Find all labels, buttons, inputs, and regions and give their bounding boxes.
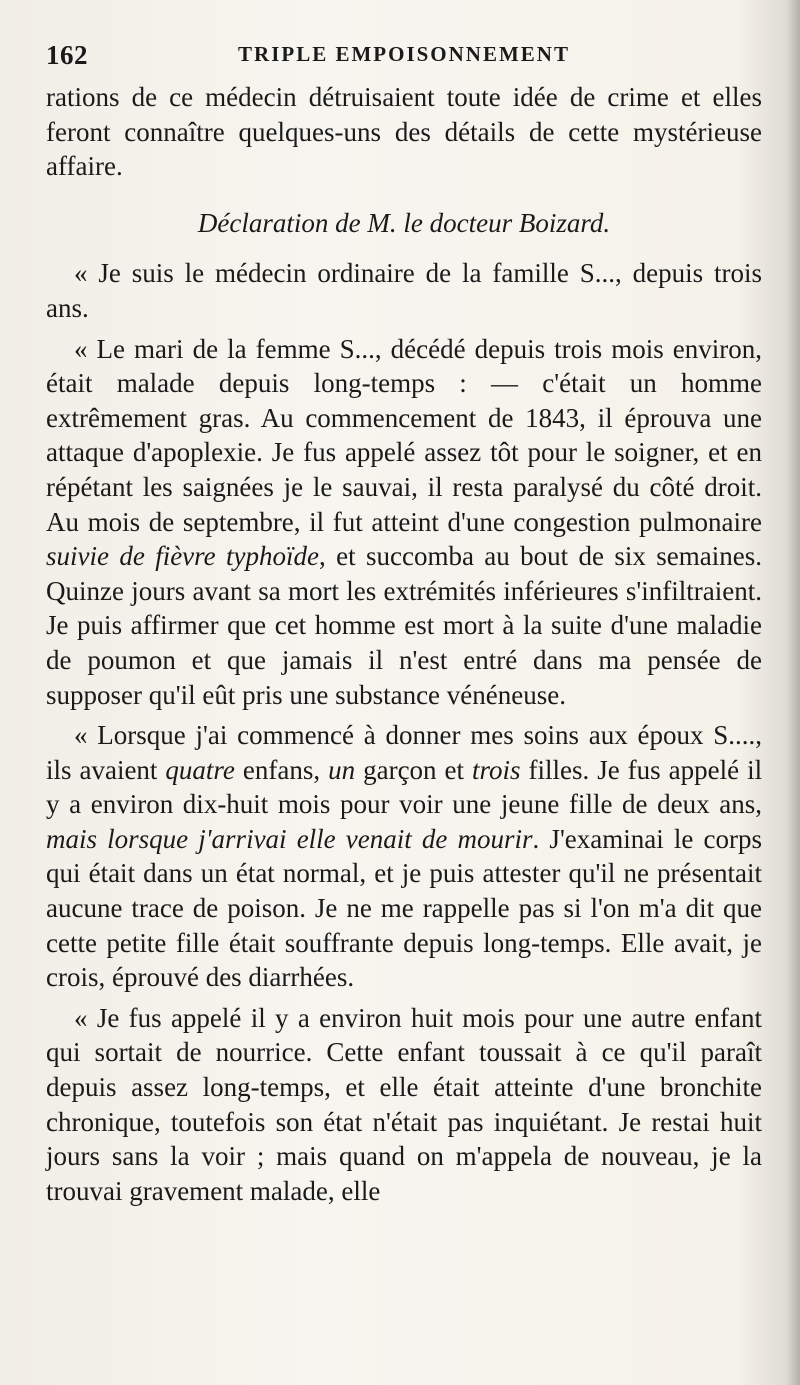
paragraph-husband-emphasis: suivie de fièvre typhoïde [46, 541, 319, 572]
paragraph-children-emphasis-2: un [328, 754, 356, 785]
running-head [46, 40, 762, 80]
paragraph-continuation: rations de ce médecin détruisaient toute idée de crime et elles feront connaître quelques-uns des détails de cette mystérieuse affaire. [46, 82, 762, 182]
running-title: TRIPLE EMPOISONNEMENT [238, 42, 570, 66]
paragraph-husband-rest: , et succomba au bout de six semaines. Quinze jours avant sa mort les extrémités inférieures s'infiltraient. Je puis affirmer que cet homme est mort à la suite d'une maladie de poumon et que jamais il n'est entré dans ma pensée de supposer qu'il eût pris une substance vénéneuse. [46, 541, 762, 710]
paragraph-children-emphasis-1: quatre [165, 754, 235, 785]
paragraph-husband [46, 332, 762, 713]
paragraph-children-text-b: enfans, [242, 754, 321, 785]
section-heading: Déclaration de M. le docteur Boizard. [197, 207, 611, 238]
page-edge-shadow [786, 0, 800, 1385]
paragraph-children-emphasis-3: trois [472, 754, 521, 785]
paragraph-children-emphasis-4: mais lorsque j'arrivai elle venait de mourir [46, 823, 533, 854]
paragraph-husband-text: « Le mari de la femme S..., décédé depuis trois mois environ, était malade depuis long-temps : — c'était un homme extrêmement gras. Au commencement de 1843, il éprouva une attaque d'apoplexie. Je fus appelé assez tôt pour le soigner, et en répétant les saignées je le sauvai, il resta paralysé du côté droit. Au mois de septembre, il fut atteint d'une congestion pulmonaire [46, 333, 762, 537]
paragraph-children [46, 718, 762, 995]
body-text [46, 80, 762, 1208]
paragraph-children-text-c: garçon et [363, 754, 465, 785]
paragraph-second-child: « Je fus appelé il y a environ huit mois pour une autre enfant qui sortait de nourrice. Cette enfant toussait à ce qu'il paraît depuis assez long-temps, et elle était atteinte d'une bronchite chronique, toutefois son état n'était pas inquiétant. Je restai huit jours sans la voir ; mais quand on m'appela de nouveau, je la trouvai gravement malade, elle [46, 1002, 762, 1206]
paragraph-children-text-a: « Lorsque j'ai commencé à donner mes soins aux époux S...., ils avaient [46, 720, 762, 785]
paragraph-children-text-d: filles. Je fus appelé il y a environ dix-huit mois pour voir une jeune fille de deux ans, [46, 754, 763, 820]
paragraph-children-text-e: . J'examinai le corps qui était dans un état normal, et je puis attester qu'il ne présentait aucune trace de poison. Je ne me rappelle pas si l'on m'a dit que cette petite fille était souffrante depuis long-temps. Elle avait, je crois, éprouvé des diarrhées. [46, 823, 762, 993]
paragraph-declaration-intro: « Je suis le médecin ordinaire de la famille S..., depuis trois ans. [46, 258, 762, 323]
page-number: 162 [46, 40, 88, 70]
